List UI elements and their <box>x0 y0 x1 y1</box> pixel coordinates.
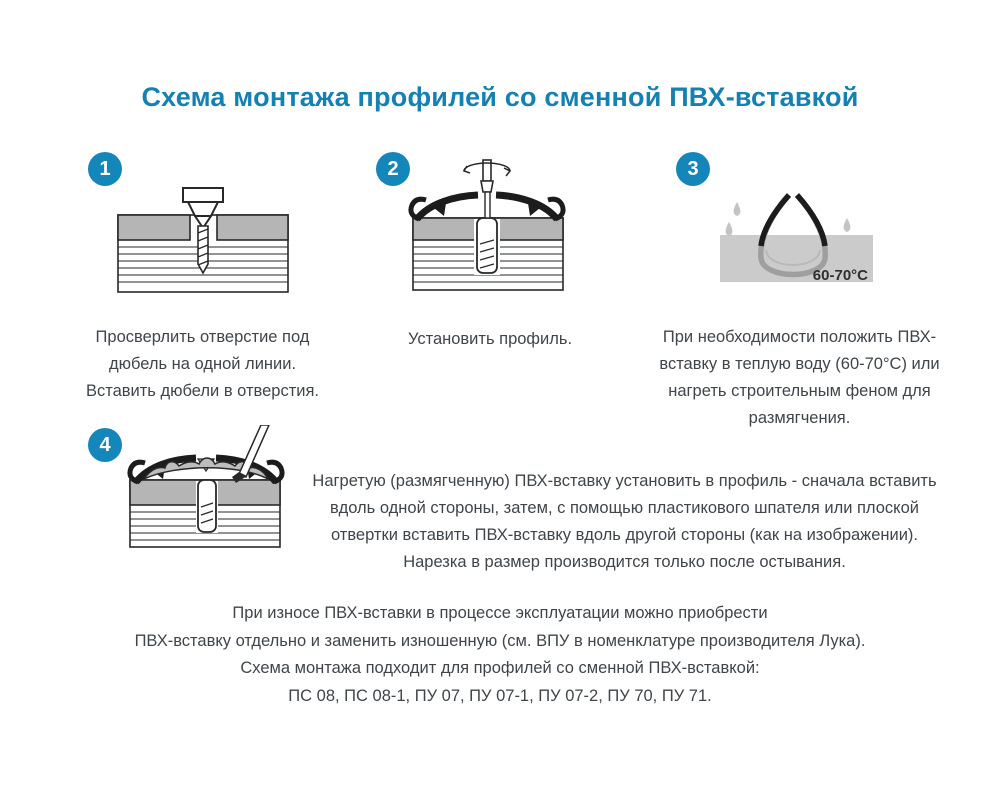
step-3-badge <box>676 152 710 186</box>
step-3-caption: При необходимости положить ПВХ-вставку в теплую воду (60-70°С) или нагреть строительным феном для размягчения. <box>659 328 940 427</box>
screw-profile-icon <box>400 158 570 293</box>
page-title: Схема монтажа профилей со сменной ПВХ-вставкой <box>141 82 859 112</box>
step-4-caption: Нагретую (размягченную) ПВХ-вставку установить в профиль - сначала вставить вдоль одной стороны, затем, с помощью пластикового шпателя или плоской отвертки вставить ПВХ-вставку вдоль другой стороны (как на изображении). Нарезка в размер производится только после остывания. <box>312 472 937 571</box>
footer-line-4: ПС 08, ПС 08-1, ПУ 07, ПУ 07-1, ПУ 07-2, ПУ 70, ПУ 71. <box>288 686 712 705</box>
footer-note <box>0 600 1000 710</box>
step-1-caption: Просверлить отверстие под дюбель на одной линии. Вставить дюбели в отверстия. <box>85 328 320 400</box>
footer-line-3: Схема монтажа подходит для профилей со сменной ПВХ-вставкой: <box>240 659 760 677</box>
drill-dowel-hole-icon <box>105 186 295 298</box>
step-2-number: 2 <box>387 158 399 180</box>
warm-water-icon <box>680 188 910 298</box>
step-3-number: 3 <box>687 158 699 180</box>
step-1-badge <box>88 152 122 186</box>
step-1-number: 1 <box>99 158 111 180</box>
pvc-insert-tool-icon <box>112 425 312 560</box>
step-4-number: 4 <box>99 434 111 456</box>
water-temperature-label: 60-70°C <box>812 267 868 284</box>
footer-line-1: При износе ПВХ-вставки в процессе эксплуатации можно приобрести <box>232 604 768 622</box>
step-2-caption: Установить профиль. <box>407 330 573 348</box>
footer-line-2: ПВХ-вставку отдельно и заменить изношенную (см. ВПУ в номенклатуре производителя Лука). <box>134 631 866 650</box>
